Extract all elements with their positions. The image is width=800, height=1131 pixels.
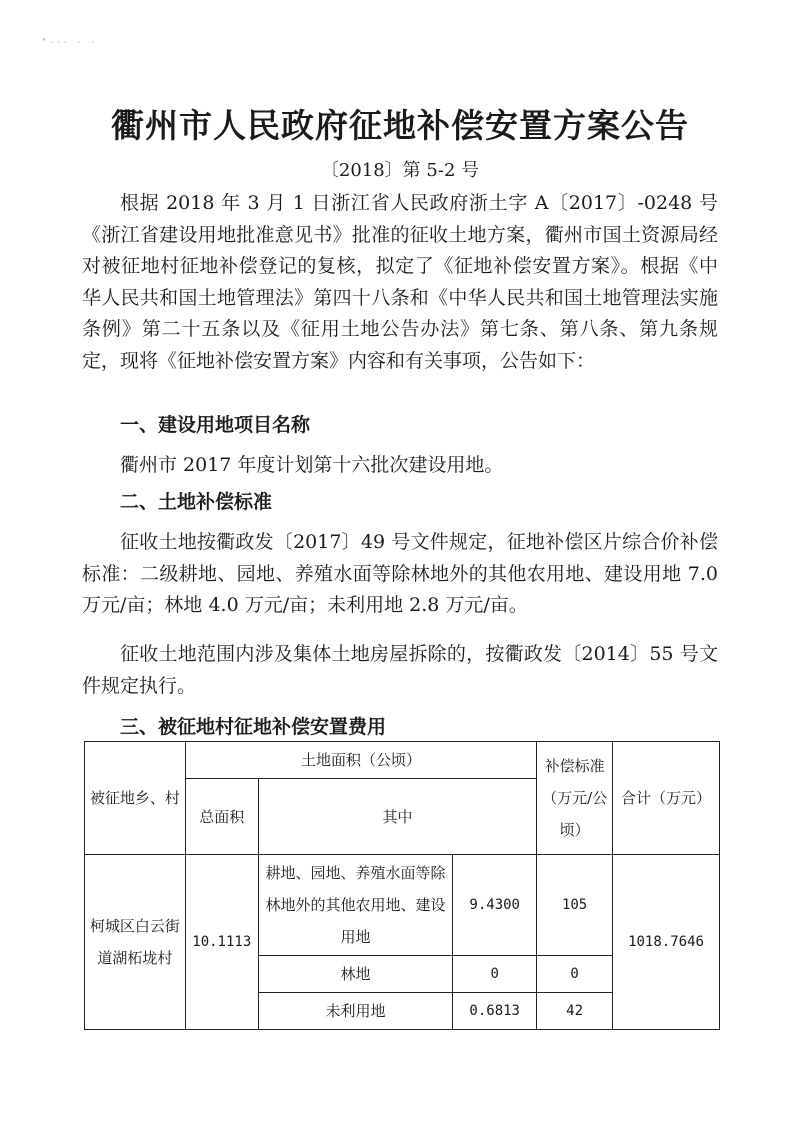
header-standard: 补偿标准（万元/公顷）: [537, 742, 613, 855]
header-of-which: 其中: [258, 779, 536, 855]
section-1-text: 衢州市 2017 年度计划第十六批次建设用地。: [120, 454, 504, 476]
section-1-heading: 一、建设用地项目名称: [120, 414, 311, 436]
document-number: 〔2018〕第 5-2 号: [320, 160, 480, 181]
header-village: 被征地乡、村: [85, 742, 186, 855]
section-2-paragraph-2: 征收土地范围内涉及集体土地房屋拆除的，按衢政发〔2014〕55 号文件规定执行。: [82, 643, 718, 697]
header-sum: 合计（万元）: [613, 742, 720, 855]
table-header-row: [85, 742, 720, 779]
table-row: [85, 855, 720, 956]
cell-standard: 105: [537, 855, 613, 956]
cell-land-type: 未利用地: [258, 993, 452, 1030]
cell-village: 柯城区白云街道湖柘垅村: [85, 855, 186, 1030]
section-3-heading: 三、被征地村征地补偿安置费用: [120, 716, 387, 738]
cell-land-area: 0: [453, 956, 537, 993]
cell-standard: 0: [537, 956, 613, 993]
cell-land-type: 耕地、园地、养殖水面等除林地外的其他农用地、建设用地: [258, 855, 452, 956]
header-total-area: 总面积: [185, 779, 258, 855]
cell-land-type: 林地: [258, 956, 452, 993]
section-2-heading: 二、土地补偿标准: [120, 491, 273, 513]
cell-total-area: 10.1113: [185, 855, 258, 1030]
page-title: 衢州市人民政府征地补偿安置方案公告: [111, 106, 689, 145]
cell-sum: 1018.7646: [613, 855, 720, 1030]
cell-standard: 42: [537, 993, 613, 1030]
cell-land-area: 0.6813: [453, 993, 537, 1030]
section-2-paragraph-1: 征收土地按衢政发〔2017〕49 号文件规定，征地补偿区片综合价补偿标准：二级耕地、园地、养殖水面等除林地外的其他农用地、建设用地 7.0 万元/亩；林地 4.0 万元/亩；未利用地 2.8 万元/亩。: [82, 531, 718, 616]
scan-mark: "··· · ·: [42, 38, 99, 48]
header-land-area: 土地面积（公顷）: [185, 742, 536, 779]
cell-land-area: 9.4300: [453, 855, 537, 956]
intro-paragraph: 根据 2018 年 3 月 1 日浙江省人民政府浙土字 A〔2017〕-0248 号《浙江省建设用地批准意见书》批准的征收土地方案，衢州市国土资源局经对被征地村征地补偿登记的复核，拟定了《征地补偿安置方案》。根据《中华人民共和国土地管理法》第四十八条和《中华人民共和国土地管理法实施条例》第二十五条以及《征用土地公告办法》第七条、第八条、第九条规定，现将《征地补偿安置方案》内容和有关事项，公告如下：: [82, 192, 718, 372]
compensation-table: [84, 741, 720, 1030]
